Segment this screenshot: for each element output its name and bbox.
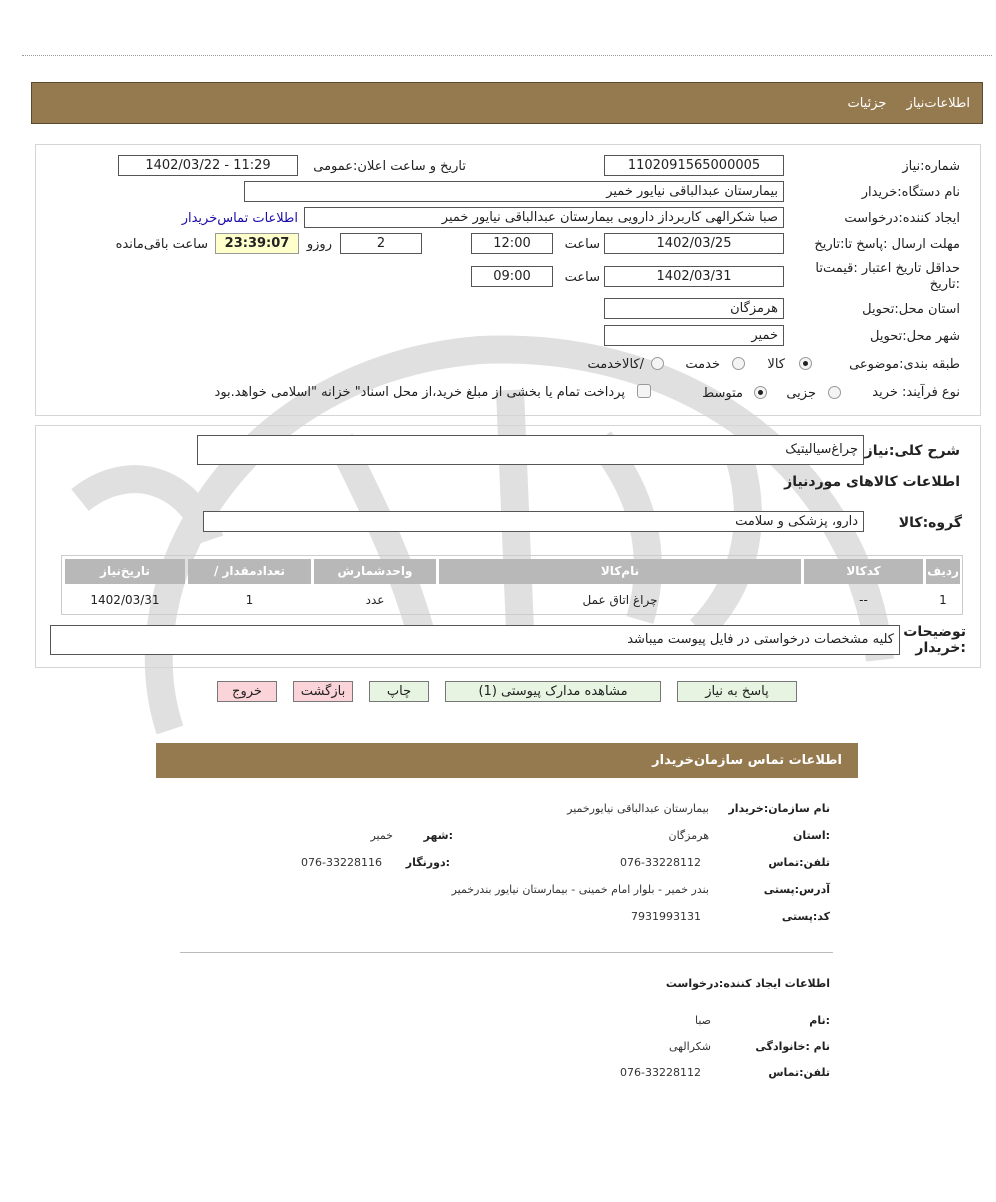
validity-time-label: ساعت (564, 270, 600, 285)
validity-label: حداقل تاریخ اعتبار :قیمت‌تا :تاریخ (815, 261, 960, 292)
validity-time-field: 09:00 (471, 266, 553, 287)
top-divider (22, 55, 992, 56)
print-button[interactable]: چاپ (369, 681, 429, 702)
col-header-unit: واحدشمارش (314, 559, 436, 584)
category-both-label: /کالاخدمت (587, 357, 644, 372)
creator-family-value: شکرالهی (668, 1040, 711, 1053)
treasury-payment-checkbox[interactable] (637, 384, 651, 398)
category-goods-radio[interactable] (799, 357, 812, 370)
contact-city-value: خمیر (370, 829, 393, 842)
col-header-qty: / تعدادمقدار (188, 559, 311, 584)
contact-province-label: :استان (793, 829, 830, 842)
postal-code-value: 7931993131 (631, 910, 701, 923)
fax-value: 076-33228116 (301, 856, 382, 869)
contact-phone-value: 076-33228112 (620, 856, 701, 869)
deadline-label: مهلت ارسال :پاسخ تا:تاریخ (814, 237, 960, 252)
postal-code-label: کد:پستی (781, 910, 830, 923)
org-value: بیمارستان عبدالباقی نیایورخمیر (567, 802, 709, 815)
deadline-time-field: 12:00 (471, 233, 553, 254)
creator-family-label: نام :خانوادگی (755, 1040, 830, 1053)
table-cell-date: 1402/03/31 (90, 593, 160, 607)
city-field: خمیر (604, 325, 784, 346)
table-cell-row: 1 (939, 593, 947, 607)
category-service-radio[interactable] (732, 357, 745, 370)
back-button[interactable]: بازگشت (293, 681, 353, 702)
creator-phone-value: 076-33228112 (620, 1066, 701, 1079)
creator-label: ایجاد کننده:درخواست (844, 211, 960, 226)
process-label: نوع فرآیند: خرید (872, 385, 960, 400)
address-label: آدرس:پستی (763, 883, 830, 896)
table-cell-name: چراغ اتاق عمل (582, 593, 658, 607)
treasury-payment-label: پرداخت تمام یا بخشی از مبلغ خرید،از محل اسناد" خزانه "اسلامی خواهد.بود (214, 385, 625, 400)
creator-info-title: اطلاعات ایجاد کننده:درخواست (665, 977, 830, 990)
contact-divider (180, 952, 833, 953)
contact-province-value: هرمزگان (668, 829, 709, 842)
contact-section-header (156, 743, 858, 778)
table-cell-code: -- (859, 593, 868, 607)
goods-info-title: اطلاعات کالاهای موردنیاز (784, 474, 960, 490)
creator-name-value: صبا (694, 1014, 711, 1027)
city-label: شهر محل:تحویل (870, 329, 960, 344)
remaining-label: ساعت باقی‌مانده (115, 237, 208, 252)
province-label: استان محل:تحویل (862, 302, 960, 317)
buyer-notes-field: کلیه مشخصات درخواستی در فایل پیوست میباشد (50, 625, 900, 655)
col-header-date: تاریخ‌نیاز (65, 559, 185, 584)
buyer-contact-link[interactable]: اطلاعات تماس‌خریدار (181, 211, 298, 226)
creator-field: صبا شکرالهی کاربرداز دارویی بیمارستان عبدالباقی نیایور خمیر (304, 207, 784, 228)
contact-city-label: :شهر (423, 829, 453, 842)
title-bar (31, 82, 983, 124)
deadline-time-label: ساعت (564, 237, 600, 252)
table-cell-qty: 1 (245, 593, 254, 607)
fax-label: :دورنگار (405, 856, 450, 869)
need-number-label: شماره:نیاز (902, 159, 960, 174)
countdown-timer: 23:39:07 (215, 233, 299, 254)
days-field: 2 (340, 233, 422, 254)
validity-date-field: 1402/03/31 (604, 266, 784, 287)
buyer-field: بیمارستان عبدالباقی نیایور خمیر (244, 181, 784, 202)
need-number-field: 1102091565000005 (604, 155, 784, 176)
announce-label: تاریخ و ساعت اعلان:عمومی (313, 159, 466, 174)
attachments-button[interactable]: مشاهده مدارک پیوستی (1) (445, 681, 661, 702)
col-header-code: کدکالا (804, 559, 923, 584)
process-medium-radio[interactable] (754, 386, 767, 399)
col-header-name: نام‌کالا (439, 559, 801, 584)
days-label: روزو (306, 237, 332, 252)
category-both-radio[interactable] (651, 357, 664, 370)
process-partial-label: جزیی (786, 386, 816, 401)
category-label: طبقه بندی:موضوعی (849, 357, 960, 372)
exit-button[interactable]: خروج (217, 681, 277, 702)
summary-label: شرح کلی:نیاز (864, 443, 960, 459)
process-medium-label: متوسط (702, 386, 743, 401)
contact-section-title: اطلاعات تماس سازمان‌خریدار (652, 753, 842, 768)
group-label: گروه:کالا (898, 515, 962, 531)
category-goods-label: کالا (767, 357, 785, 372)
table-cell-unit: عدد (365, 593, 385, 607)
group-field: دارو، پزشکی و سلامت (203, 511, 864, 532)
deadline-date-field: 1402/03/25 (604, 233, 784, 254)
buyer-label: نام دستگاه:خریدار (861, 185, 960, 200)
reply-button[interactable]: پاسخ به نیاز (677, 681, 797, 702)
tab-details[interactable]: جزئیات (847, 96, 887, 111)
contact-phone-label: تلفن:تماس (768, 856, 830, 869)
announce-field: 1402/03/22 - 11:29 (118, 155, 298, 176)
province-field: هرمزگان (604, 298, 784, 319)
org-label: نام سازمان:خریدار (728, 802, 830, 815)
summary-field: چراغ‌سیالیتیک (197, 435, 864, 465)
tab-need-info[interactable]: اطلاعات‌نیاز (906, 96, 970, 111)
creator-name-label: :نام (809, 1014, 830, 1027)
address-value: بندر خمیر - بلوار امام خمینی - بیمارستان نیایور بندرخمیر (451, 883, 709, 896)
col-header-row: ردیف (926, 559, 960, 584)
creator-phone-label: تلفن:تماس (768, 1066, 830, 1079)
buyer-notes-label: توضیحات :خریدار (903, 624, 966, 656)
process-partial-radio[interactable] (828, 386, 841, 399)
category-service-label: خدمت (685, 357, 720, 372)
